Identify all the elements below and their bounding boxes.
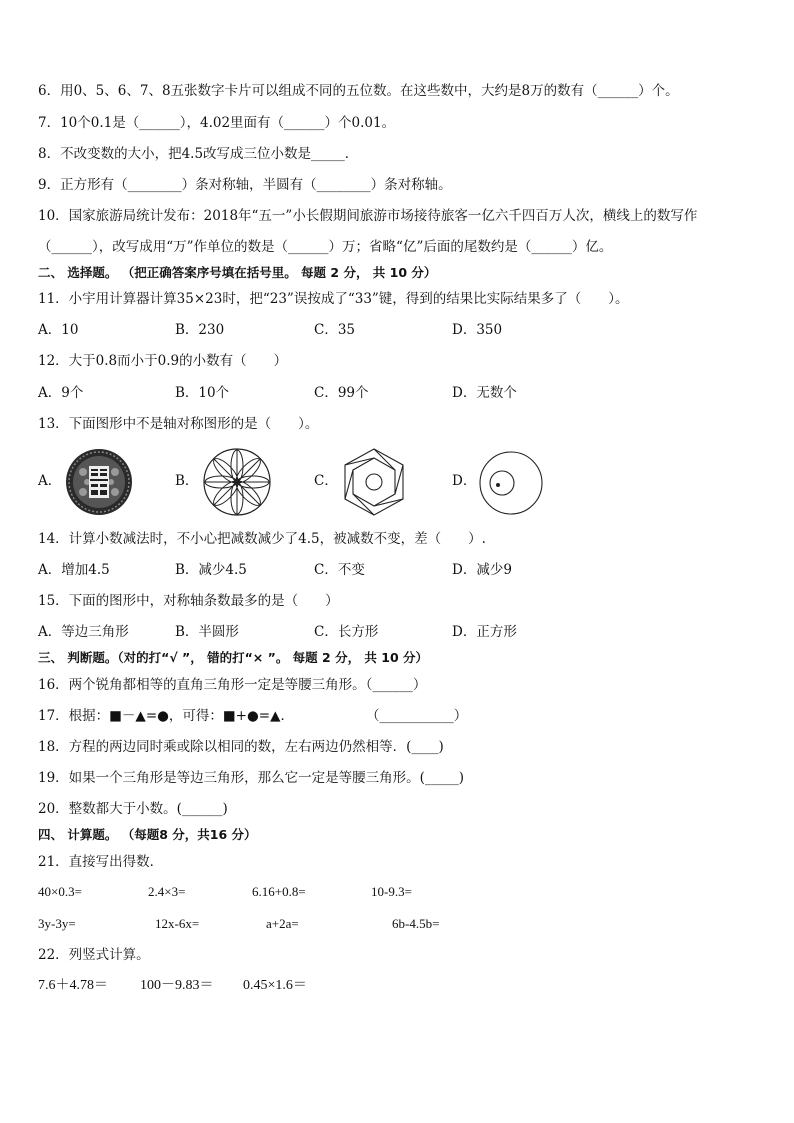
q22-item: 7.6＋4.78＝ xyxy=(38,978,108,993)
q15-option-b: B．半圆形 xyxy=(175,624,239,640)
q14-option-c: C．不变 xyxy=(314,562,365,578)
q11-option-a: A．10 xyxy=(38,322,79,338)
question-7: 7．10个0.1是（______），4.02里面有（______）个0.01。 xyxy=(38,115,396,131)
question-10-line1: 10．国家旅游局统计发布：2018年“五一”小长假期间旅游市场接待旅客一亿六千四百万人次，横线上的数写作 xyxy=(38,208,698,224)
question-16: 16．两个锐角都相等的直角三角形一定是等腰三角形。（______） xyxy=(38,677,427,693)
question-13: 13．下面图形中不是轴对称图形的是（ ）。 xyxy=(38,416,319,432)
q12-option-a: A．9个 xyxy=(38,385,84,401)
q13-label-b: B． xyxy=(175,473,199,489)
q17-answer-blank: （___________） xyxy=(366,708,468,724)
q21-item: 12x-6x= xyxy=(155,916,200,931)
q11-option-b: B．230 xyxy=(175,322,225,338)
q12-option-d: D．无数个 xyxy=(452,385,517,401)
q13-label-a: A． xyxy=(38,473,62,489)
q15-option-a: A．等边三角形 xyxy=(38,624,129,640)
question-21: 21．直接写出得数． xyxy=(38,854,164,870)
q21-item: a+2a= xyxy=(266,916,299,931)
q21-item: 40×0.3= xyxy=(38,884,82,899)
q21-item: 6.16+0.8= xyxy=(252,884,306,899)
q21-item: 10-9.3= xyxy=(371,884,412,899)
question-19: 19．如果一个三角形是等边三角形，那么它一定是等腰三角形。(_____) xyxy=(38,770,464,786)
hexagon-pinwheel-icon xyxy=(338,446,410,518)
question-6: 6．用0、5、6、7、8五张数字卡片可以组成不同的五位数。在这些数中，大约是8万的数有（______）个。 xyxy=(38,83,679,99)
q12-option-b: B．10个 xyxy=(175,385,230,401)
question-9: 9．正方形有（________）条对称轴，半圆有（________）条对称轴。 xyxy=(38,177,452,193)
question-20: 20．整数都大于小数。(______) xyxy=(38,801,228,817)
question-18: 18．方程的两边同时乘或除以相同的数，左右两边仍然相等．(____) xyxy=(38,739,444,755)
question-15: 15．下面的图形中，对称轴条数最多的是（ ） xyxy=(38,593,339,609)
section-4-heading: 四、 计算题。 （每题8 分，共16 分） xyxy=(38,827,257,842)
q22-item: 0.45×1.6＝ xyxy=(243,978,307,993)
q14-option-d: D．减少9 xyxy=(452,562,512,578)
q12-option-c: C．99个 xyxy=(314,385,369,401)
question-17: 17．根据：■－▲=●，可得：■+●=▲． xyxy=(38,708,294,724)
question-11: 11．小宇用计算器计算35×23时，把“23”误按成了“33”键，得到的结果比实际结果多了（ ）。 xyxy=(38,291,629,307)
q13-label-c: C． xyxy=(314,473,338,489)
q21-item: 3y-3y= xyxy=(38,916,76,931)
q11-option-c: C．35 xyxy=(314,322,356,338)
q21-item: 2.4×3= xyxy=(148,884,186,899)
q15-option-c: C．长方形 xyxy=(314,624,379,640)
question-10-line2: （______），改写成用“万”作单位的数是（______）万；省略“亿”后面的尾数约是（______）亿。 xyxy=(38,239,613,255)
q15-option-d: D．正方形 xyxy=(452,624,517,640)
offset-circles-icon xyxy=(478,450,544,516)
double-happiness-emblem-icon xyxy=(65,448,133,516)
question-8: 8．不改变数的大小，把4.5改写成三位小数是_____． xyxy=(38,146,359,162)
q11-option-d: D．350 xyxy=(452,322,503,338)
question-12: 12．大于0.8而小于0.9的小数有（ ） xyxy=(38,353,288,369)
section-3-heading: 三、 判断题。（对的打“√ ”， 错的打“× ”。 每题 2 分， 共 10 分） xyxy=(38,650,429,665)
q14-option-a: A．增加4.5 xyxy=(38,562,110,578)
q14-option-b: B．减少4.5 xyxy=(175,562,247,578)
section-2-heading: 二、 选择题。 （把正确答案序号填在括号里。 每题 2 分， 共 10 分） xyxy=(38,265,437,280)
question-14: 14．计算小数减法时，不小心把减数减少了4.5，被减数不变，差（ ）. xyxy=(38,531,486,547)
question-22: 22．列竖式计算。 xyxy=(38,947,150,963)
q13-label-d: D． xyxy=(452,473,477,489)
q21-item: 6b-4.5b= xyxy=(392,916,440,931)
q22-item: 100－9.83＝ xyxy=(140,978,214,993)
flower-circle-icon xyxy=(202,447,272,517)
